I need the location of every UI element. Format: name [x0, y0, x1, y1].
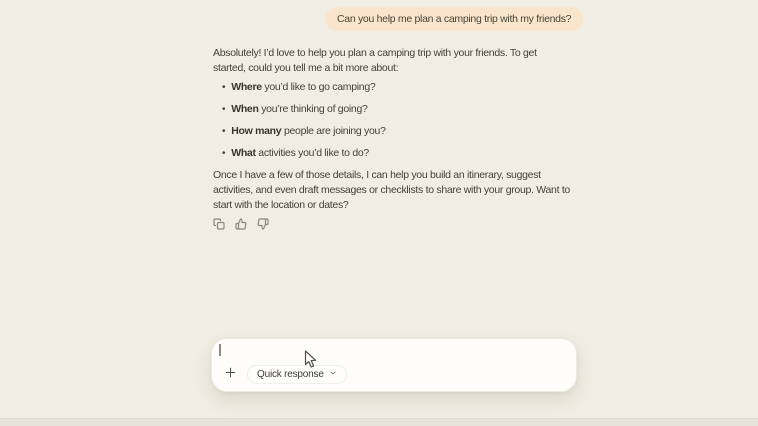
quick-response-dropdown[interactable]	[247, 365, 347, 384]
bottom-edge-band	[0, 418, 758, 426]
bullet-dot: •	[222, 148, 226, 159]
list-item	[213, 124, 571, 139]
assistant-outro-text: Once I have a few of those details, I can help you build an itinerary, suggest activities, and even draft messages or checklists to share with your group. Want to start with the location or dates?	[213, 169, 570, 211]
assistant-intro-text: Absolutely! I’d love to help you plan a camping trip with your friends. To get started, could you tell me a bit more about:	[213, 47, 537, 74]
plus-icon	[224, 366, 237, 382]
thumbs-up-button[interactable]	[233, 218, 248, 233]
composer	[211, 338, 577, 392]
message-input[interactable]	[219, 343, 569, 363]
thumbs-up-icon	[235, 218, 247, 233]
bullet-bold-text: What	[231, 147, 256, 159]
bullet-rest-text: you’d like to go camping?	[261, 81, 376, 93]
bullet-rest-text: people are joining you?	[281, 125, 386, 137]
list-item	[213, 102, 571, 117]
text-caret	[219, 344, 221, 356]
bullet-rest-text: activities you’d like to do?	[255, 147, 369, 159]
copy-icon	[213, 218, 225, 233]
bullet-bold-text: Where	[231, 81, 262, 93]
copy-button[interactable]	[211, 218, 226, 233]
quick-response-label: Quick response	[257, 368, 324, 380]
bullet-rest-text: you’re thinking of going?	[258, 103, 368, 115]
attach-button[interactable]	[220, 364, 240, 384]
composer-toolbar	[220, 364, 347, 384]
user-message-bubble: Can you help me plan a camping trip with my friends?	[325, 7, 583, 31]
list-item	[213, 146, 571, 161]
thumbs-down-icon	[257, 218, 269, 233]
thumbs-down-button[interactable]	[255, 218, 270, 233]
bullet-dot: •	[222, 126, 226, 137]
bullet-dot: •	[222, 104, 226, 115]
list-item	[213, 80, 571, 95]
bullet-dot: •	[222, 82, 226, 93]
chevron-down-icon	[329, 369, 337, 380]
assistant-message	[213, 46, 571, 213]
bullet-bold-text: When	[231, 103, 259, 115]
question-list	[213, 80, 571, 161]
bullet-bold-text: How many	[231, 125, 282, 137]
message-actions	[211, 218, 270, 233]
